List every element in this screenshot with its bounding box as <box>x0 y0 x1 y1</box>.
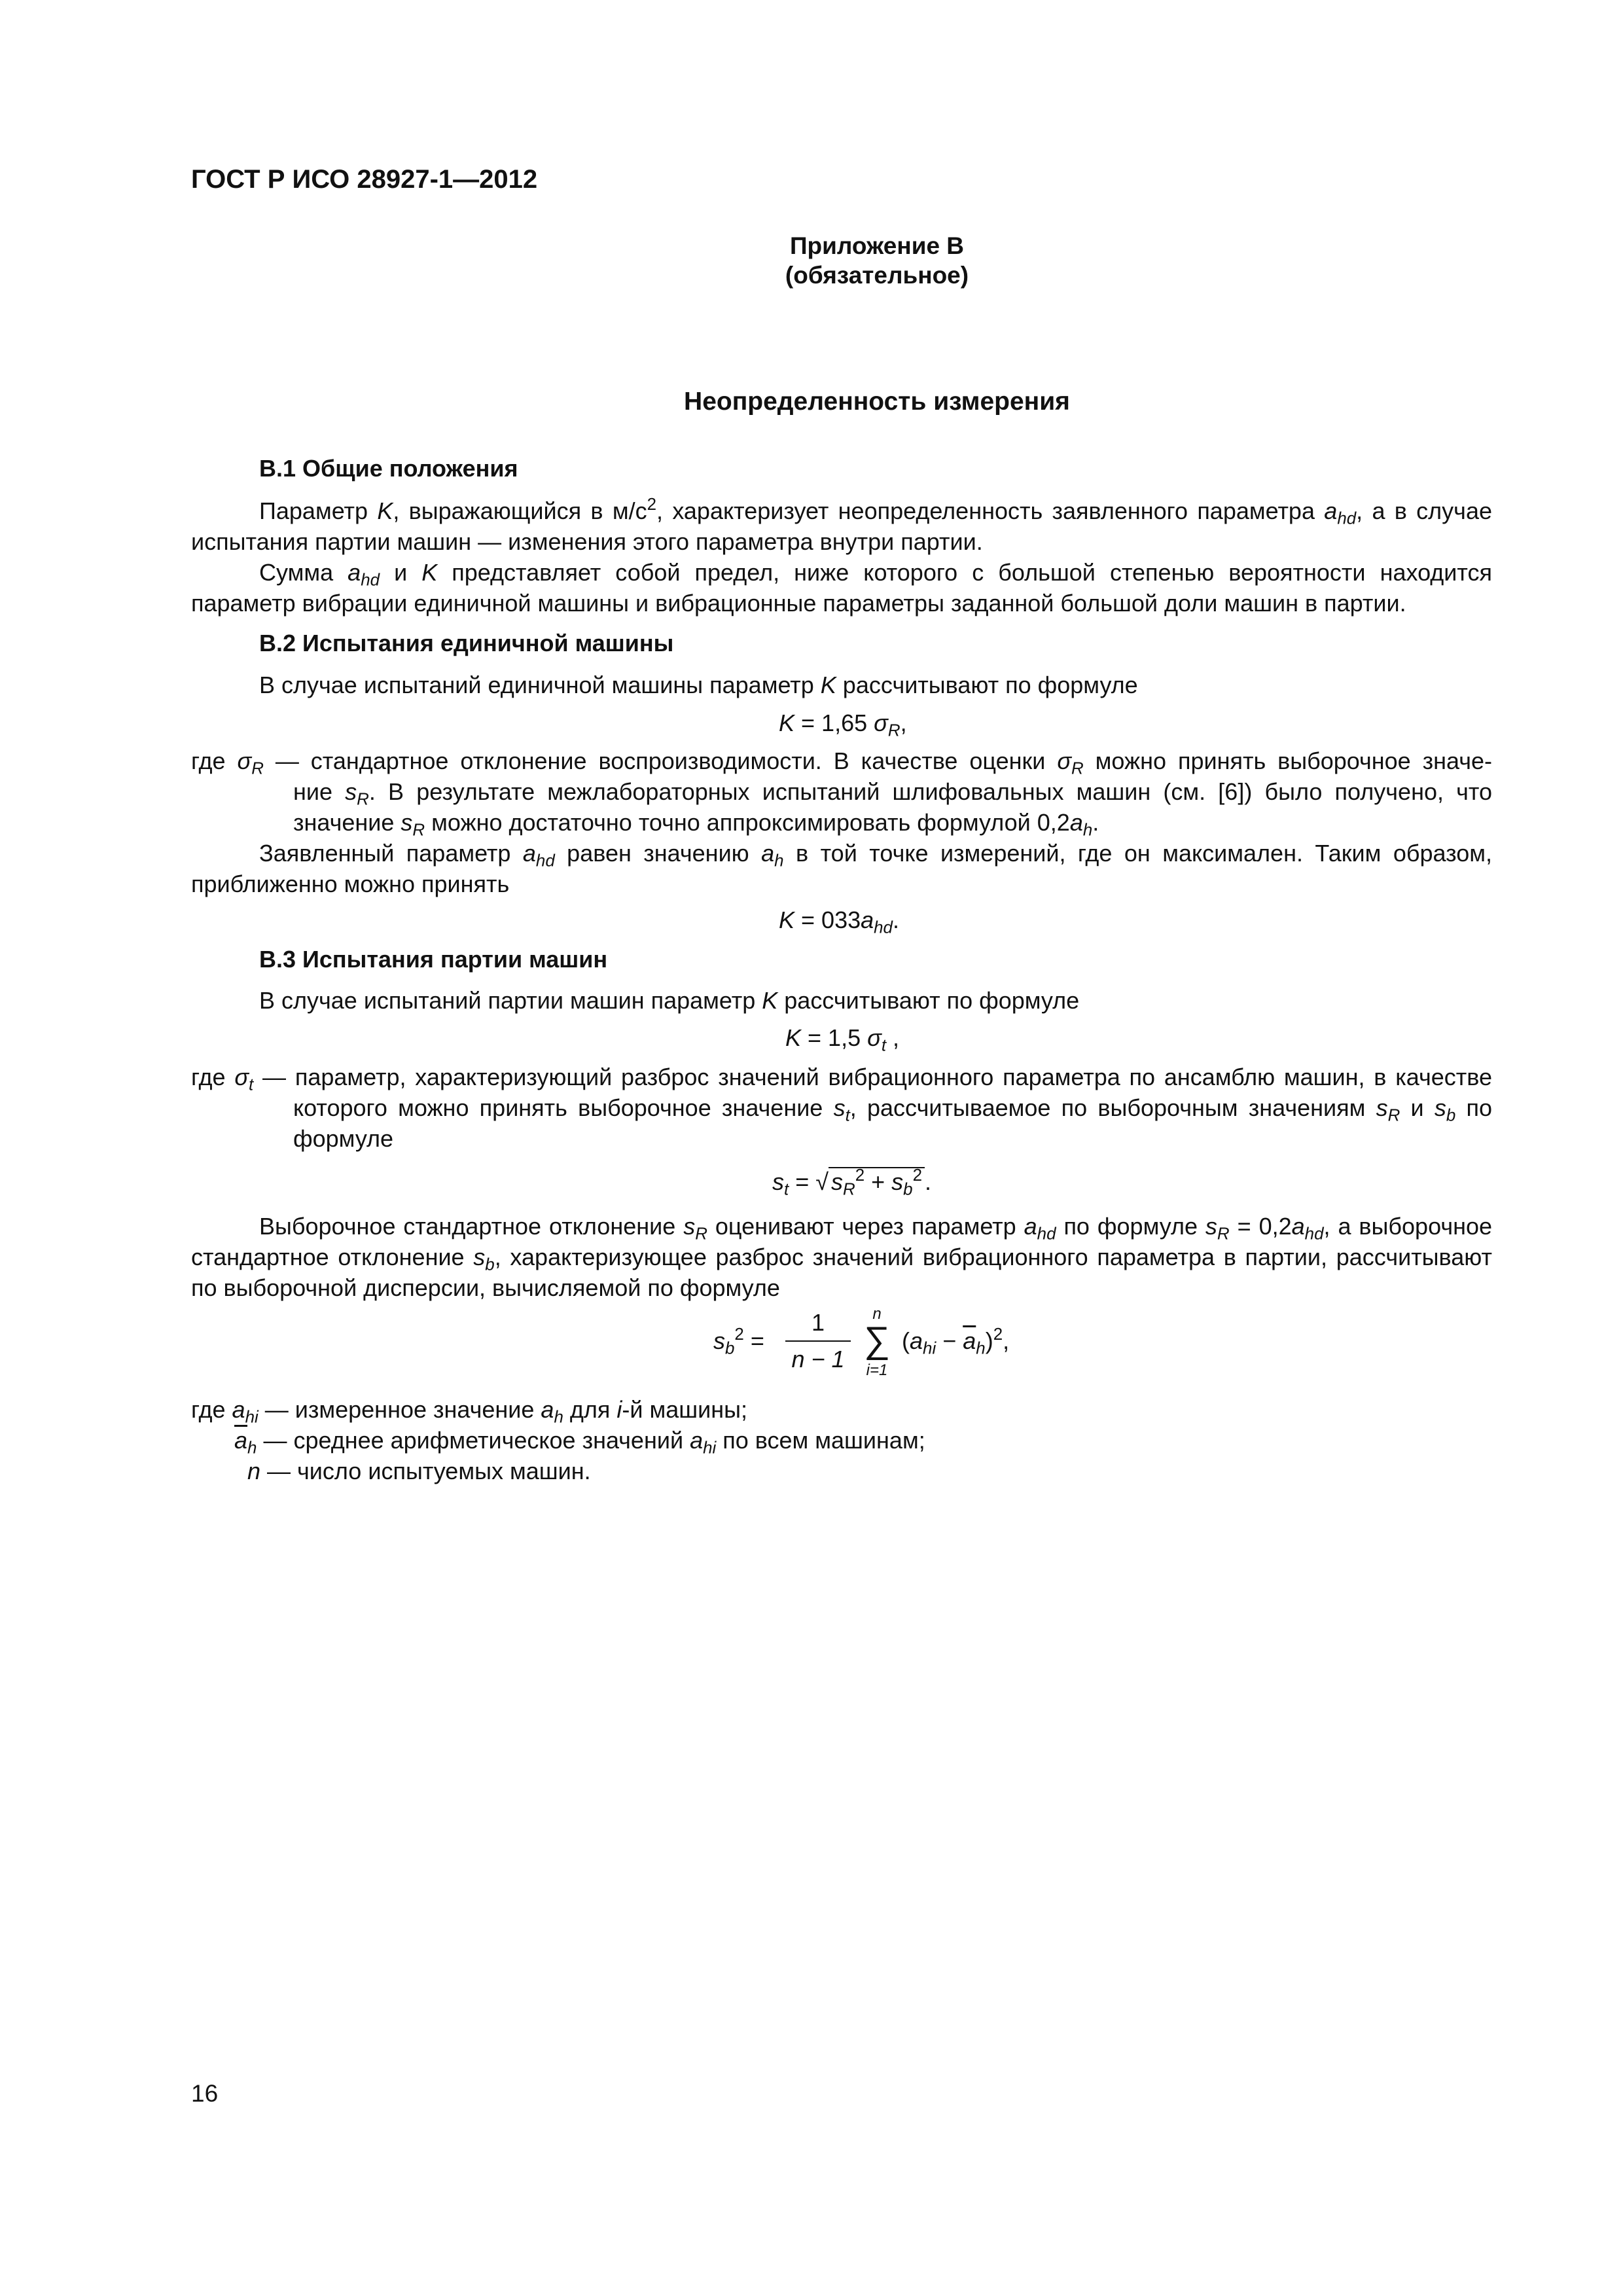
variance-lhs: $s_b^2$ = <box>713 1325 764 1358</box>
annex-title: Приложение В <box>789 232 965 259</box>
legend-item-ahi: где $a_{hi}$ — измеренное значение $a_h$ для i-й машины; <box>191 1396 747 1427</box>
formula-k-batch: K = 1,5 $\sigma_t$ , <box>785 1024 900 1055</box>
annex-status: (обязательное) <box>785 262 969 289</box>
fraction-numerator: 1 <box>811 1309 825 1336</box>
section-b3-where-line-1: где $\sigma_t$ — параметр, характеризующий разброс значений вибрационного параметра по ансамблю машин, в качестве <box>191 1064 1492 1094</box>
sum-sign-icon: ∑ <box>864 1319 890 1360</box>
legend-item-n: n — число испытуемых машин. <box>247 1458 591 1484</box>
section-b2-paragraph-2: Заявленный параметр $a_{hd}$ равен значению $a_h$ в той точке измерений, где он максимален. Таким образом, приближенно можно принять <box>191 840 1493 897</box>
section-b2-where-line-3: значение $s_R$ можно достаточно точно аппроксимировать формулой $0,2a_h$. <box>293 809 1099 840</box>
document-code: ГОСТ Р ИСО 28927-1—2012 <box>191 165 538 194</box>
section-b1-paragraph-1: Параметр K, выражающийся в $м/с^2$, характеризует неопределенность заявленного параметра $a_{hd}$, а в случае испытания партии машин — изменения этого параметра внутри партии. <box>191 495 1492 555</box>
section-b2-intro: В случае испытаний единичной машины параметр K рассчитывают по формуле <box>259 672 1138 698</box>
section-b1-paragraph-2: Сумма $a_{hd}$ и K представляет собой предел, ниже которого с большой степенью вероятности находится параметр вибрации единичной машины и вибрационные параметры заданной большой доли машин в партии. <box>191 559 1492 617</box>
section-b1-heading: В.1 Общие положения <box>259 455 518 482</box>
formula-st: $s_t$ = √ $s_R^2 + s_b^2$ . <box>772 1166 932 1199</box>
section-b3-paragraph-2: Выборочное стандартное отклонение $s_R$ оценивают через параметр $a_{hd}$ по формуле $s_R = 0,2a_{hd}$, а выборочное стандартное отклонение $s_b$, характеризующее разброс значений вибрационного параметра в партии, рассчитывают по выборочной дисперсии, вычисляемой по формуле <box>191 1213 1492 1301</box>
section-b2-heading: В.2 Испытания единичной машины <box>259 630 674 656</box>
section-b2-where-line-2: ние $s_R$. В результате межлабораторных испытаний шлифовальных машин (см. [6]) было получено, что <box>293 778 1492 809</box>
sum-upper-limit: n <box>872 1305 882 1323</box>
sqrt-sign-icon: √ <box>815 1168 829 1195</box>
formula-k-single: K = 1,65 $\sigma_R$, <box>779 709 907 740</box>
annex-heading: Неопределенность измерения <box>684 387 1070 416</box>
fraction-denominator: n − 1 <box>791 1346 845 1372</box>
sum-lower-limit: i=1 <box>866 1361 888 1379</box>
section-b2-where-line-1: где $\sigma_R$ — стандартное отклонение воспроизводимости. В качестве оценки $\sigma_R$ можно принять выборочное значе- <box>191 747 1493 778</box>
section-b3-heading: В.3 Испытания партии машин <box>259 946 608 973</box>
fraction-bar <box>785 1340 851 1342</box>
legend-item-mean: $\overline{a}_h$ — среднее арифметическое значений $a_{hi}$ по всем машинам; <box>234 1427 925 1458</box>
section-b3-where-line-3: формуле <box>293 1125 394 1152</box>
radicand: $s_R^2 + s_b^2$ <box>829 1167 925 1195</box>
formula-k-approx: $K = 033a_{hd}$. <box>779 906 899 937</box>
section-b3-intro: В случае испытаний партии машин параметр K рассчитывают по формуле <box>259 987 1080 1014</box>
variance-summand: $(a_{hi} - \overline{a}_h)^2$, <box>902 1325 1010 1358</box>
page-number: 16 <box>191 2080 219 2107</box>
section-b3-where-line-2: которого можно принять выборочное значение $s_t$, рассчитываемое по выборочным значениям $s_R$ и $s_b$ по <box>293 1094 1492 1125</box>
formula-variance <box>713 1305 1106 1388</box>
